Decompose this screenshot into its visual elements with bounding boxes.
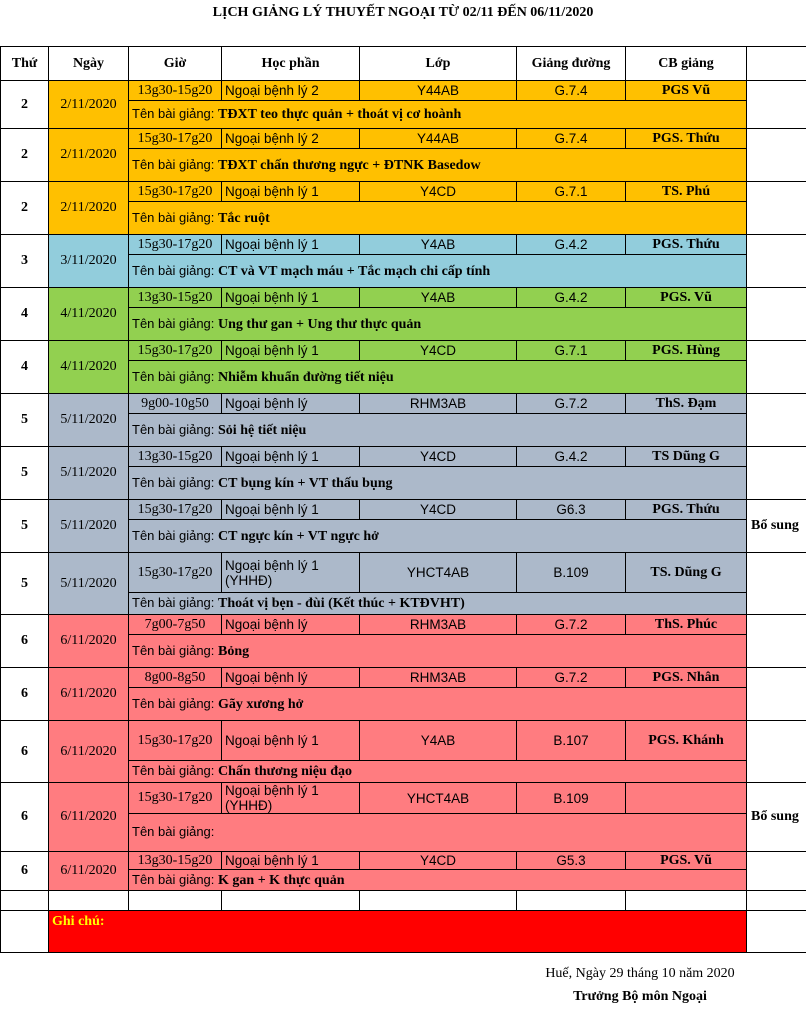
lesson-topic-label: Tên bài giảng: [132,763,219,778]
class-cell: Y4CD [360,447,517,467]
lesson-topic-value: Nhiễm khuẩn đường tiết niệu [218,369,394,385]
course-cell: Ngoại bệnh lý 2 [222,81,360,101]
day-of-week-cell: 2 [1,182,49,235]
course-cell: Ngoại bệnh lý [222,394,360,414]
lecturer-cell: TS. Dũng G [626,553,747,593]
day-of-week-cell: 5 [1,500,49,553]
class-cell: Y4AB [360,721,517,761]
course-cell: Ngoại bệnh lý 1 [222,182,360,202]
extra-cell [747,852,806,891]
lecturer-cell: PGS Vũ [626,81,747,101]
course-cell: Ngoại bệnh lý 1 [222,721,360,761]
day-of-week-cell: 5 [1,394,49,447]
lesson-topic-value: Sỏi hệ tiết niệu [218,422,307,438]
footer-signer: Trưởng Bộ môn Ngoại [573,989,707,1004]
blank-cell [1,891,49,911]
date-cell: 6/11/2020 [49,721,129,783]
lecturer-cell: ThS. Đạm [626,394,747,414]
time-cell: 15g30-17g20 [129,783,222,814]
class-cell: Y4CD [360,341,517,361]
lesson-topic-cell [129,688,747,721]
lesson-row [1,447,806,467]
class-cell: Y44AB [360,81,517,101]
lesson-topic-label: Tên bài giảng: [132,209,219,225]
date-cell: 6/11/2020 [49,783,129,852]
lesson-topic-cell [129,202,747,235]
date-cell: 5/11/2020 [49,447,129,500]
header-hoc-phan: Học phần [222,47,360,81]
lesson-row [1,81,806,101]
lesson-row [1,288,806,308]
room-cell: G.4.2 [517,288,626,308]
extra-cell [747,394,806,447]
lesson-row [1,394,806,414]
lecturer-cell: PGS. Khánh [626,721,747,761]
day-of-week-cell: 4 [1,341,49,394]
lesson-topic-cell [129,635,747,668]
extra-cell [747,615,806,668]
lesson-topic-label: Tên bài giảng: [132,527,219,543]
lesson-topic-cell [129,255,747,288]
date-cell: 5/11/2020 [49,553,129,615]
lesson-topic-cell [129,593,747,615]
room-cell: G.4.2 [517,447,626,467]
lesson-topic-label: Tên bài giảng: [132,642,219,658]
note-left-cell [1,911,49,953]
room-cell: G.7.2 [517,394,626,414]
time-cell: 8g00-8g50 [129,668,222,688]
lesson-topic-value: Gãy xương hở [218,696,304,712]
extra-cell [747,235,806,288]
day-of-week-cell: 6 [1,721,49,783]
lesson-topic-cell [129,761,747,783]
lesson-topic-label: Tên bài giảng: [132,315,219,331]
class-cell: RHM3AB [360,615,517,635]
lecturer-cell: PGS. Vũ [626,852,747,870]
room-cell: G.7.2 [517,615,626,635]
lesson-topic-cell [129,101,747,129]
note-right-cell [747,911,806,953]
lesson-topic-cell [129,814,747,852]
footer-place-date: Huế, Ngày 29 tháng 10 năm 2020 [545,966,735,981]
room-cell: G.4.2 [517,235,626,255]
time-cell: 13g30-15g20 [129,447,222,467]
lesson-topic-label: Tên bài giảng: [132,262,219,278]
time-cell: 15g30-17g20 [129,341,222,361]
lesson-row [1,129,806,149]
course-cell: Ngoại bệnh lý 1 (YHHĐ) [222,783,360,814]
extra-cell [747,288,806,341]
lesson-topic-value: CT và VT mạch máu + Tắc mạch chi cấp tính [218,263,491,279]
course-cell: Ngoại bệnh lý [222,615,360,635]
course-cell: Ngoại bệnh lý 1 [222,288,360,308]
time-cell: 9g00-10g50 [129,394,222,414]
lesson-row [1,182,806,202]
time-cell: 15g30-17g20 [129,553,222,593]
lesson-row [1,783,806,814]
header-lop: Lớp [360,47,517,81]
day-of-week-cell: 5 [1,447,49,500]
class-cell: Y44AB [360,129,517,149]
date-cell: 6/11/2020 [49,615,129,668]
lecturer-cell [626,783,747,814]
extra-cell [747,81,806,129]
lesson-row [1,553,806,593]
day-of-week-cell: 3 [1,235,49,288]
lesson-topic-label: Tên bài giảng: [132,106,219,121]
date-cell: 6/11/2020 [49,668,129,721]
lesson-row [1,721,806,761]
class-cell: Y4CD [360,852,517,870]
day-of-week-cell: 2 [1,129,49,182]
time-cell: 13g30-15g20 [129,81,222,101]
schedule-body [1,47,806,953]
class-cell: Y4CD [360,182,517,202]
lesson-topic-label: Tên bài giảng: [132,156,219,172]
day-of-week-cell: 6 [1,852,49,891]
extra-cell [747,721,806,783]
room-cell: B.109 [517,783,626,814]
date-cell: 6/11/2020 [49,852,129,891]
class-cell: RHM3AB [360,394,517,414]
class-cell: Y4CD [360,500,517,520]
room-cell: G.7.1 [517,341,626,361]
date-cell: 5/11/2020 [49,500,129,553]
extra-cell: Bổ sung [747,783,806,852]
date-cell: 2/11/2020 [49,129,129,182]
room-cell: G5.3 [517,852,626,870]
lesson-topic-label: Tên bài giảng: [132,421,219,437]
class-cell: Y4AB [360,235,517,255]
lesson-topic-label: Tên bài giảng: [132,474,219,490]
room-cell: G.7.4 [517,81,626,101]
extra-cell [747,341,806,394]
blank-cell [360,891,517,911]
course-cell: Ngoại bệnh lý 1 (YHHĐ) [222,553,360,593]
lesson-topic-value: TĐXT teo thực quản + thoát vị cơ hoành [218,107,462,122]
lecturer-cell: TS. Phú [626,182,747,202]
lesson-topic-value: CT ngực kín + VT ngực hở [218,528,379,544]
lecturer-cell: TS Dũng G [626,447,747,467]
time-cell: 15g30-17g20 [129,500,222,520]
day-of-week-cell: 4 [1,288,49,341]
blank-cell [626,891,747,911]
day-of-week-cell: 2 [1,81,49,129]
date-cell: 4/11/2020 [49,288,129,341]
blank-cell [222,891,360,911]
class-cell: YHCT4AB [360,783,517,814]
lesson-row [1,852,806,870]
lesson-topic-value: CT bụng kín + VT thấu bụng [218,475,393,491]
lecturer-cell: PGS. Vũ [626,288,747,308]
class-cell: Y4AB [360,288,517,308]
room-cell: B.107 [517,721,626,761]
lecturer-cell: PGS. Thứu [626,129,747,149]
class-cell: YHCT4AB [360,553,517,593]
lesson-topic-value: Tắc ruột [218,210,270,226]
header-ngay: Ngày [49,47,129,81]
lesson-topic-label: Tên bài giảng: [132,368,219,384]
extra-cell [747,182,806,235]
extra-cell [747,129,806,182]
lesson-topic-label: Tên bài giảng: [132,871,219,887]
blank-cell [129,891,222,911]
lesson-row [1,668,806,688]
course-cell: Ngoại bệnh lý 1 [222,447,360,467]
extra-cell [747,447,806,500]
day-of-week-cell: 6 [1,615,49,668]
lesson-topic-value: TĐXT chấn thương ngực + ĐTNK Basedow [218,157,481,173]
time-cell: 15g30-17g20 [129,129,222,149]
lesson-topic-value: Thoát vị bẹn - đùi (Kết thúc + KTĐVHT) [218,596,465,611]
date-cell: 2/11/2020 [49,182,129,235]
date-cell: 4/11/2020 [49,341,129,394]
lesson-topic-value: Bỏng [218,643,250,659]
course-cell: Ngoại bệnh lý 1 [222,341,360,361]
blank-cell [517,891,626,911]
course-cell: Ngoại bệnh lý [222,668,360,688]
lecturer-cell: PGS. Hùng [626,341,747,361]
date-cell: 2/11/2020 [49,81,129,129]
lesson-topic-cell [129,870,747,891]
room-cell: G6.3 [517,500,626,520]
blank-cell [747,891,806,911]
lesson-topic-label: Tên bài giảng: [132,595,219,610]
day-of-week-cell: 5 [1,553,49,615]
header-extra [747,47,806,81]
day-of-week-cell: 6 [1,783,49,852]
lecturer-cell: PGS. Thứu [626,500,747,520]
lesson-topic-cell [129,414,747,447]
time-cell: 15g30-17g20 [129,721,222,761]
lecturer-cell: ThS. Phúc [626,615,747,635]
day-of-week-cell: 6 [1,668,49,721]
header-thu: Thứ [1,47,49,81]
lesson-topic-cell [129,467,747,500]
header-gio: Giờ [129,47,222,81]
course-cell: Ngoại bệnh lý 1 [222,235,360,255]
lecturer-cell: PGS. Thứu [626,235,747,255]
lesson-row [1,615,806,635]
class-cell: RHM3AB [360,668,517,688]
lesson-topic-label: Tên bài giảng: [132,695,219,711]
lecturer-cell: PGS. Nhân [626,668,747,688]
lesson-row [1,341,806,361]
lesson-row [1,500,806,520]
time-cell: 7g00-7g50 [129,615,222,635]
course-cell: Ngoại bệnh lý 1 [222,852,360,870]
room-cell: G.7.2 [517,668,626,688]
lesson-topic-cell [129,361,747,394]
time-cell: 13g30-15g20 [129,288,222,308]
lesson-topic-value: Chấn thương niệu đạo [218,764,353,779]
header-giang-duong: Giảng đường [517,47,626,81]
course-cell: Ngoại bệnh lý 1 [222,500,360,520]
time-cell: 13g30-15g20 [129,852,222,870]
date-cell: 3/11/2020 [49,235,129,288]
blank-cell [49,891,129,911]
time-cell: 15g30-17g20 [129,235,222,255]
lesson-topic-cell [129,308,747,341]
time-cell: 15g30-17g20 [129,182,222,202]
date-cell: 5/11/2020 [49,394,129,447]
header-row [1,47,806,81]
extra-cell: Bổ sung [747,500,806,553]
page-title: LỊCH GIẢNG LÝ THUYẾT NGOẠI TỪ 02/11 ĐẾN 06/11/2020 [212,5,594,20]
lesson-topic-cell [129,149,747,182]
schedule-table [0,46,806,953]
extra-cell [747,668,806,721]
header-cb-giang: CB giảng [626,47,747,81]
note-cell: Ghi chú: [49,911,747,953]
lesson-topic-value: K gan + K thực quản [218,872,345,888]
lesson-topic-cell [129,520,747,553]
blank-row [1,891,806,911]
note-row [1,911,806,953]
room-cell: B.109 [517,553,626,593]
lesson-topic-label: Tên bài giảng: [132,824,215,839]
room-cell: G.7.1 [517,182,626,202]
lesson-topic-value: Ung thư gan + Ung thư thực quản [218,316,422,332]
extra-cell [747,553,806,615]
lesson-row [1,235,806,255]
course-cell: Ngoại bệnh lý 2 [222,129,360,149]
room-cell: G.7.4 [517,129,626,149]
